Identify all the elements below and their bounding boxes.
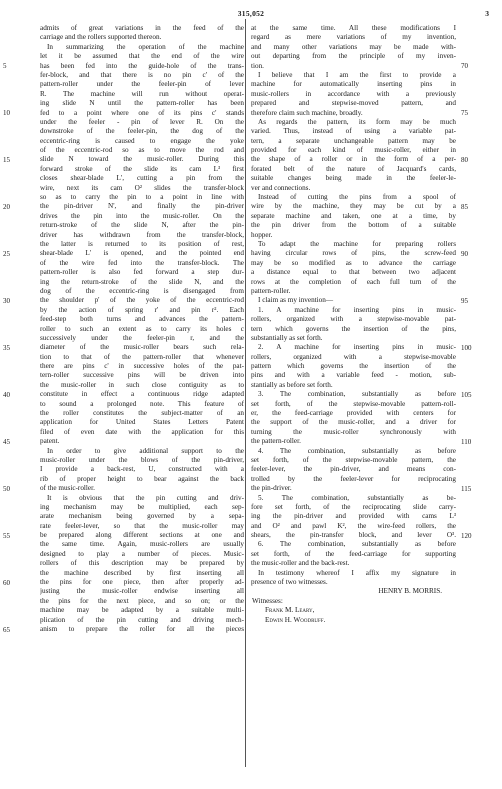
- text-line: separate machine and taken, one at a time, by: [251, 211, 456, 220]
- text-line: rollers, organized with a stepwise-movable pat-: [251, 315, 456, 324]
- text-line: successively under the feeler-pin r, and the: [40, 333, 244, 342]
- text-line: ing mechanism may be multiplied, each sep-: [40, 502, 244, 511]
- text-line: driver has withdrawn from the transfer-block,: [40, 230, 244, 239]
- text-line: patent.: [40, 437, 60, 446]
- text-line: of the music-roller.: [40, 484, 95, 493]
- text-line: feeler-lever, the pin-driver, and means con-: [251, 465, 456, 474]
- text-line: wire by the machine, they may be cut by a: [251, 202, 456, 211]
- text-line: machine may be adapted by a suitable multi-: [40, 606, 244, 615]
- text-line: downstroke of the feeler-pin, the dog of the: [40, 127, 244, 136]
- text-line: fore set forth, of the reciprocating slide carry-: [251, 502, 456, 511]
- text-line: designed to play a number of pieces. Music-: [40, 549, 244, 558]
- text-line: the roller constitutes the subject-matter of an: [40, 409, 244, 418]
- text-line: rib of proper height to bear against the back: [40, 474, 244, 483]
- text-line: rate feeler-lever, so that the music-roller may: [40, 521, 244, 530]
- text-line: substantially as set forth.: [251, 333, 323, 342]
- text-line: Instead of cutting the pins from a spool of: [258, 193, 456, 202]
- text-line: 2. A machine for inserting pins in music-: [258, 343, 456, 352]
- line-number: 15: [3, 156, 10, 165]
- text-line: tion.: [251, 61, 264, 70]
- line-number: 60: [3, 579, 10, 588]
- text-line: regard as mere variations of my invention,: [251, 33, 456, 42]
- text-line: so as to carry the pin to a point in line with: [40, 193, 244, 202]
- line-number: 70: [461, 62, 468, 71]
- text-line: tern which governs the insertion of the pins,: [251, 324, 456, 333]
- line-number: 85: [461, 203, 468, 212]
- text-line: to sound a prolonged note. This feature of: [40, 399, 244, 408]
- text-line: drives the pin into the music-roller. On the: [40, 211, 244, 220]
- text-line: plication of the pin cutting and driving mech-: [40, 615, 244, 624]
- text-line: ing the pin-driver and provided with cams L³: [251, 512, 456, 521]
- text-line: therefore claim such machine, broadly.: [251, 108, 363, 117]
- right-text-column: [251, 24, 456, 625]
- text-line: varied. Thus, instead of using a variable pat-: [251, 127, 456, 136]
- text-line: arate mechanism being governed by a sepa-: [40, 512, 244, 521]
- text-line: forated belt of the nature of Jacquard's cards,: [251, 164, 456, 173]
- text-line: the same time. Again, music-rollers are usually: [40, 540, 244, 549]
- line-number: 95: [461, 297, 468, 306]
- line-number: 105: [461, 391, 472, 400]
- text-line: Witnesses:: [252, 596, 283, 605]
- text-line: ing slide N until the pattern-roller has been: [40, 99, 244, 108]
- text-line: 3. The combination, substantially as before: [258, 390, 456, 399]
- text-line: the pin-driver.: [251, 484, 292, 493]
- line-number: 20: [3, 203, 10, 212]
- text-line: In order to give additional support to the: [47, 446, 244, 455]
- text-line: In summarizing the operation of the machine: [47, 42, 244, 51]
- text-line: a distance equal to that between two adjacent: [251, 268, 456, 277]
- text-line: the latter is returned to its position of rest,: [40, 239, 244, 248]
- line-number: 65: [3, 626, 10, 635]
- text-line: pins and with a variable feed - motion, sub-: [251, 371, 456, 380]
- text-line: admits of great variations in the feed of the: [40, 24, 244, 32]
- text-line: dog of the eccentric-ring is disengaged from: [40, 286, 244, 295]
- text-line: at the same time. All these modifications I: [251, 24, 456, 32]
- text-line: To adapt the machine for preparing rollers: [258, 239, 456, 248]
- text-line: there are pins c' in successive holes of the pat-: [40, 362, 244, 371]
- patent-number: 315,052: [237, 9, 265, 18]
- line-number: 115: [461, 485, 472, 494]
- text-line: set forth, of the feed-carriage for supporting: [251, 549, 456, 558]
- text-line: the pin-driver N', and finally the pin-driver: [40, 202, 244, 211]
- text-line: tern, a separate unchangeable pattern may be: [251, 136, 456, 145]
- text-line: be prepared along different sections at one and: [40, 531, 244, 540]
- line-number: 35: [3, 344, 10, 353]
- text-line: closes shear-blade L', cutting a pin from the: [40, 174, 244, 183]
- text-line: Frank M. Leary,: [265, 606, 315, 615]
- text-line: may be so modified as to advance the carriage: [251, 258, 456, 267]
- line-number: 10: [3, 109, 10, 118]
- text-line: rollers of this description may be prepared by: [40, 559, 244, 568]
- line-number: 5: [3, 62, 7, 71]
- text-line: stantially as before set forth.: [251, 380, 333, 389]
- text-line: machine for automatically inserting pins in: [251, 80, 456, 89]
- text-line: of the wire fed into the transfer-block. The: [40, 258, 244, 267]
- text-line: set forth, of the stepwise-movable pattern, the: [251, 455, 456, 464]
- text-line: the shoulder p' of the yoke of the eccentric-rod: [40, 296, 244, 305]
- text-line: by the action of spring r' and pin r². Each: [40, 305, 244, 314]
- text-line: the pin driver from the bottom of a suitable: [251, 221, 456, 230]
- text-line: let it be assumed that the end of the wire: [40, 52, 244, 61]
- text-line: the machine described by first inserting all: [40, 568, 244, 577]
- text-line: justing the music-roller endwise inserting all: [40, 587, 244, 596]
- text-line: music-rollers in accordance with a previously: [251, 89, 456, 98]
- text-line: the pattern-roller.: [251, 437, 301, 446]
- text-line: ver and connections.: [251, 183, 311, 192]
- text-line: constitute in effect a continuous ridge adapted: [40, 390, 244, 399]
- text-line: the shape of a roller or in the form of a per-: [251, 155, 456, 164]
- left-text-column: [40, 24, 244, 634]
- text-line: out departing from the principle of my inven-: [251, 52, 456, 61]
- text-line: er, the feed-carriage provided with centers for: [251, 409, 456, 418]
- text-line: tern-roller successive pins will be driven into: [40, 371, 244, 380]
- text-line: roller to such an extent as to carry its holes c: [40, 324, 244, 333]
- text-line: diameter of the music-roller bears such rela-: [40, 343, 244, 352]
- text-line: slide N toward the music-roller. During this: [40, 155, 244, 164]
- text-line: I believe that I am the first to provide a: [258, 70, 456, 79]
- text-line: the music-roller and the back-rest.: [251, 559, 350, 568]
- column-divider: [245, 19, 246, 767]
- text-line: of the eccentric-rod so as to move the rod and: [40, 146, 244, 155]
- text-line: 6. The combination, substantially as before: [258, 540, 456, 549]
- text-line: forward stroke of the slide its cam L³ first: [40, 164, 244, 173]
- line-number: 45: [3, 438, 10, 447]
- text-line: return-stroke of the slide N, after the pin-: [40, 221, 244, 230]
- text-line: has been fed into the guide-hole of the trans-: [40, 61, 244, 70]
- line-number: 80: [461, 156, 468, 165]
- text-line: music-roller under the blows of the pin-driver,: [40, 455, 244, 464]
- line-number: 75: [461, 109, 468, 118]
- text-line: Edwin H. Woodruff.: [265, 615, 326, 624]
- text-line: hopper.: [251, 230, 273, 239]
- text-line: set forth, of the stepwise-movable pattern-roll-: [251, 399, 456, 408]
- text-line: prepared and stepwise-moved pattern, and: [251, 99, 456, 108]
- text-line: and O² and pawl K², the wire-feed rollers, the: [251, 521, 456, 530]
- text-line: ing the return-stroke of the slide N, and the: [40, 277, 244, 286]
- text-line: anism to prepare the roller for all the pieces: [40, 625, 244, 633]
- text-line: 4. The combination, substantially as before: [258, 446, 456, 455]
- text-line: It is obvious that the pin cutting and driv-: [47, 493, 244, 502]
- text-line: the pins for the next piece, and so on; or the: [40, 596, 244, 605]
- text-line: I claim as my invention—: [258, 296, 334, 305]
- text-line: the pins for one piece, then after properly ad-: [40, 578, 244, 587]
- line-number: 55: [3, 532, 10, 541]
- text-line: pattern-roller is also fed forward a step dur-: [40, 268, 244, 277]
- text-line: R. The machine will run without operat-: [40, 89, 244, 98]
- text-line: pattern-roller under the feeler-pin of lever: [40, 80, 244, 89]
- text-line: turning the music-roller synchronously with: [251, 427, 456, 436]
- line-number: 90: [461, 250, 468, 259]
- text-line: 1. A machine for inserting pins in music-: [258, 305, 456, 314]
- text-line: trolled by the feeler-lever for reciprocating: [251, 474, 456, 483]
- text-line: filed of even date with the application for this: [40, 427, 244, 436]
- text-line: suitable changes being made in the feeler-le-: [251, 174, 456, 183]
- text-line: feed-step both turns and advances the pattern-: [40, 315, 244, 324]
- text-line: 5. The combination, substantially as be-: [258, 493, 456, 502]
- text-line: shears, the pin-transfer block, and lever O³.: [251, 531, 456, 540]
- text-line: rows at the completion of each full turn of the: [251, 277, 456, 286]
- text-line: pattern-roller.: [251, 286, 291, 295]
- line-number: 25: [3, 250, 10, 259]
- text-line: shear-blade L' is opened, and the pointed end: [40, 249, 244, 258]
- text-line: under the feeler - pin of lever R. On the: [40, 117, 244, 126]
- line-number: 100: [461, 344, 472, 353]
- text-line: application for United States Letters Patent: [40, 418, 244, 427]
- page-number: 3: [485, 9, 489, 18]
- text-line: rollers, organized with a stepwise-movable: [251, 352, 456, 361]
- text-line: having circular rows of pins, the screw-feed: [251, 249, 456, 258]
- text-line: pattern which governs the insertion of the: [251, 362, 456, 371]
- text-line: As regards the pattern, its form may be much: [258, 117, 456, 126]
- line-number: 110: [461, 438, 472, 447]
- line-number: 50: [3, 485, 10, 494]
- text-line: fed to a point where one of its pins c' stands: [40, 108, 244, 117]
- text-line: the music-roller in such close contiguity as to: [40, 380, 244, 389]
- text-line: presence of two witnesses.: [251, 578, 328, 587]
- text-line: eccentric-ring is caused to engage the yoke: [40, 136, 244, 145]
- text-line: tion to that of the pattern-roller that whenever: [40, 352, 244, 361]
- text-line: In testimony whereof I affix my signature in: [258, 568, 456, 577]
- text-line: fer-block, and that there is no pin c' of the: [40, 70, 244, 79]
- text-line: the support of the music-roller, and a driver for: [251, 418, 456, 427]
- text-line: I provide a back-rest, U, constructed with a: [40, 465, 244, 474]
- text-line: provided for each kind of music-roller, either in: [251, 146, 456, 155]
- line-number: 40: [3, 391, 10, 400]
- line-number: 30: [3, 297, 10, 306]
- text-line: wire, next its cam O² slides the transfer-block: [40, 183, 244, 192]
- line-number: 120: [461, 532, 472, 541]
- text-line: and many other variations may be made with-: [251, 42, 456, 51]
- text-line: HENRY B. MORRIS.: [378, 587, 442, 596]
- text-line: carriage and the rollers supported thereon.: [40, 33, 162, 42]
